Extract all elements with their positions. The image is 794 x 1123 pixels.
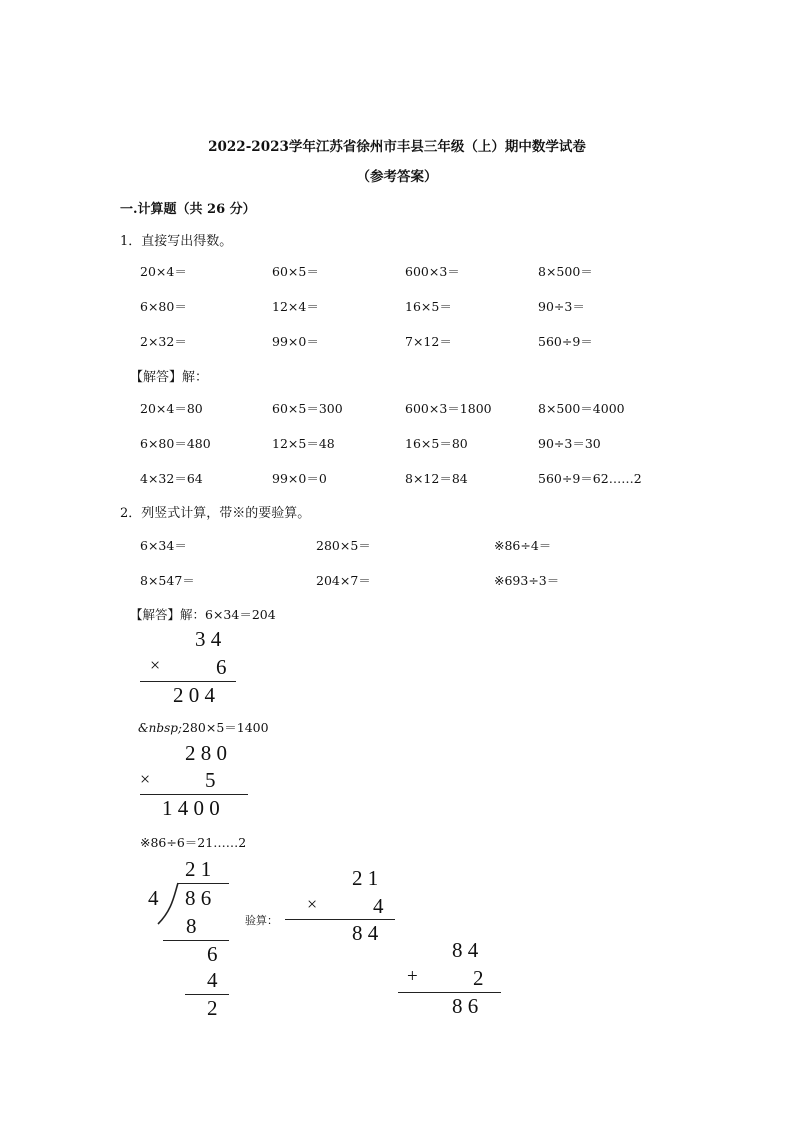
problem-cell: 8×547＝ [140, 573, 195, 588]
problem-cell: 600×3＝ [405, 264, 460, 279]
answer-label: 【解答】解： [130, 370, 209, 385]
division-rule-2 [185, 994, 229, 995]
calc-rule [140, 794, 248, 795]
remainder-1: 6 [207, 942, 218, 966]
problem-cell: 7×12＝ [405, 334, 452, 349]
problem-cell: 6×34＝ [140, 538, 187, 553]
answer-cell: 4×32＝64 [140, 471, 203, 486]
document-title: 2022-2023学年江苏省徐州市丰县三年级（上）期中数学试卷 [208, 139, 586, 155]
multiply-sign: × [307, 894, 318, 914]
check-label: 验算： [245, 914, 278, 927]
problem-cell: ※693÷3＝ [494, 573, 560, 588]
divisor: 4 [148, 886, 159, 910]
calc-result: 2 0 4 [173, 683, 215, 707]
calc-top: 3 4 [195, 627, 222, 651]
answer-cell: 6×80＝480 [140, 436, 211, 451]
calc-rule [140, 681, 236, 682]
problem-cell: 60×5＝ [272, 264, 319, 279]
answer-cell: 600×3＝1800 [405, 401, 492, 416]
calc-bottom: 2 [473, 966, 484, 990]
problem-cell: 280×5＝ [316, 538, 371, 553]
problem-cell: 90÷3＝ [538, 299, 585, 314]
answer-line-2 [138, 717, 269, 736]
problem-cell: 8×500＝ [538, 264, 593, 279]
answer-cell: 20×4＝80 [140, 401, 203, 416]
question-2-label: 2．列竖式计算，带※的要验算。 [120, 506, 311, 521]
problem-cell: 12×4＝ [272, 299, 319, 314]
answer-cell: 16×5＝80 [405, 436, 468, 451]
calc-rule [398, 992, 501, 993]
question-1-label: 1．直接写出得数。 [120, 234, 233, 249]
calc-top: 2 8 0 [185, 741, 227, 765]
html-entity-text: &nbsp; [138, 721, 182, 735]
calc-bottom: 4 [373, 894, 384, 918]
answer-cell: 60×5＝300 [272, 401, 343, 416]
division-rule-1 [163, 940, 229, 941]
answer-cell: 99×0＝0 [272, 471, 327, 486]
calc-top: 8 4 [452, 938, 479, 962]
problem-cell: 20×4＝ [140, 264, 187, 279]
problem-cell: 204×7＝ [316, 573, 371, 588]
plus-sign: + [407, 966, 418, 987]
multiply-sign: × [140, 769, 151, 789]
answer-cell: 12×5＝48 [272, 436, 335, 451]
answer-cell: 8×12＝84 [405, 471, 468, 486]
division-bar [178, 883, 229, 884]
answer-line-2-text: 280×5＝1400 [181, 720, 269, 735]
step-1: 8 [186, 914, 197, 938]
problem-cell: 99×0＝ [272, 334, 319, 349]
problem-cell: 560÷9＝ [538, 334, 593, 349]
calc-result: 8 6 [452, 994, 479, 1018]
answer-line-3: ※86÷6＝21……2 [140, 835, 247, 850]
calc-bottom: 6 [216, 655, 227, 679]
problem-cell: ※86÷4＝ [494, 538, 552, 553]
multiply-sign: × [150, 655, 161, 675]
answer-cell: 560÷9＝62……2 [538, 471, 642, 486]
answer-cell: 90÷3＝30 [538, 436, 601, 451]
section-heading: 一.计算题（共 26 分） [120, 202, 256, 217]
dividend: 8 6 [185, 886, 212, 910]
calc-rule [285, 919, 395, 920]
step-2: 4 [207, 968, 218, 992]
quotient: 2 1 [185, 857, 212, 881]
answer-cell: 8×500＝4000 [538, 401, 625, 416]
problem-cell: 2×32＝ [140, 334, 187, 349]
division-bracket [156, 882, 182, 926]
calc-bottom: 5 [205, 768, 216, 792]
calc-top: 2 1 [352, 866, 379, 890]
document-subtitle: （参考答案） [356, 169, 438, 185]
answer-line-1: 【解答】解：6×34＝204 [130, 607, 276, 622]
final-remainder: 2 [207, 996, 218, 1020]
calc-result: 1 4 0 0 [162, 796, 220, 820]
problem-cell: 16×5＝ [405, 299, 452, 314]
calc-result: 8 4 [352, 921, 379, 945]
problem-cell: 6×80＝ [140, 299, 187, 314]
